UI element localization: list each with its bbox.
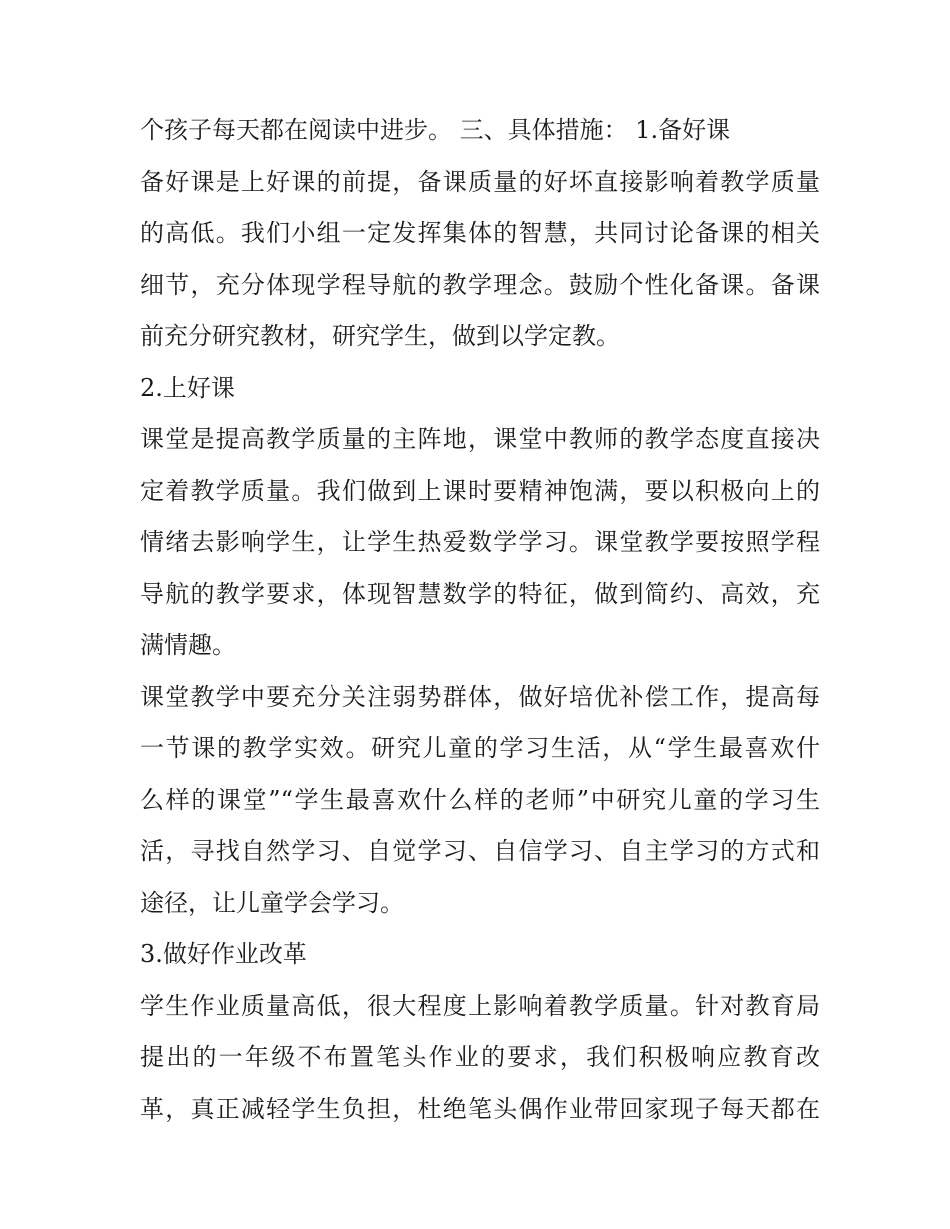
text-line: 提出的一年级不布置笔头作业的要求，我们积极响应教育改	[140, 1043, 820, 1071]
text-line: 满情趣。	[140, 631, 236, 659]
text-line: 情绪去影响学生，让学生热爱数学学习。课堂教学要按照学程	[140, 528, 820, 556]
text-line: 一节课的教学实效。研究儿童的学习生活，从“学生最喜欢什	[140, 734, 820, 762]
text-line: 备好课是上好课的前提，备课质量的好坏直接影响着教学质量	[140, 167, 820, 196]
text-line: 途径，让儿童学会学习。	[140, 888, 404, 917]
text-line: 细节，充分体现学程导航的教学理念。鼓励个性化备课。备课	[140, 270, 820, 299]
document-body	[140, 105, 820, 1135]
section-heading: 3.做好作业改革	[140, 940, 307, 968]
text-line: 课堂教学中要充分关注弱势群体，做好培优补偿工作，提高每	[140, 682, 820, 711]
text-line: 革，真正减轻学生负担，杜绝笔头偶作业带回家现子每天都在	[140, 1094, 820, 1123]
text-line: 前充分研究教材，研究学生，做到以学定教。	[140, 322, 620, 350]
section-heading: 2.上好课	[140, 373, 235, 402]
text-line: 的高低。我们小组一定发挥集体的智慧，共同讨论备课的相关	[140, 219, 820, 247]
text-line: 学生作业质量高低，很大程度上影响着教学质量。针对教育局	[140, 991, 820, 1020]
text-line: 个孩子每天都在阅读中进步。 三、具体措施： 1.备好课	[140, 116, 731, 144]
text-line: 么样的课堂”“学生最喜欢什么样的老师”中研究儿童的学习生	[140, 785, 820, 814]
text-line: 活，寻找自然学习、自觉学习、自信学习、自主学习的方式和	[140, 837, 820, 865]
text-line: 课堂是提高教学质量的主阵地，课堂中教师的教学态度直接决	[140, 425, 820, 453]
text-line: 定着教学质量。我们做到上课时要精神饱满，要以积极向上的	[140, 476, 820, 505]
text-line: 导航的教学要求，体现智慧数学的特征，做到简约、高效，充	[140, 579, 820, 608]
